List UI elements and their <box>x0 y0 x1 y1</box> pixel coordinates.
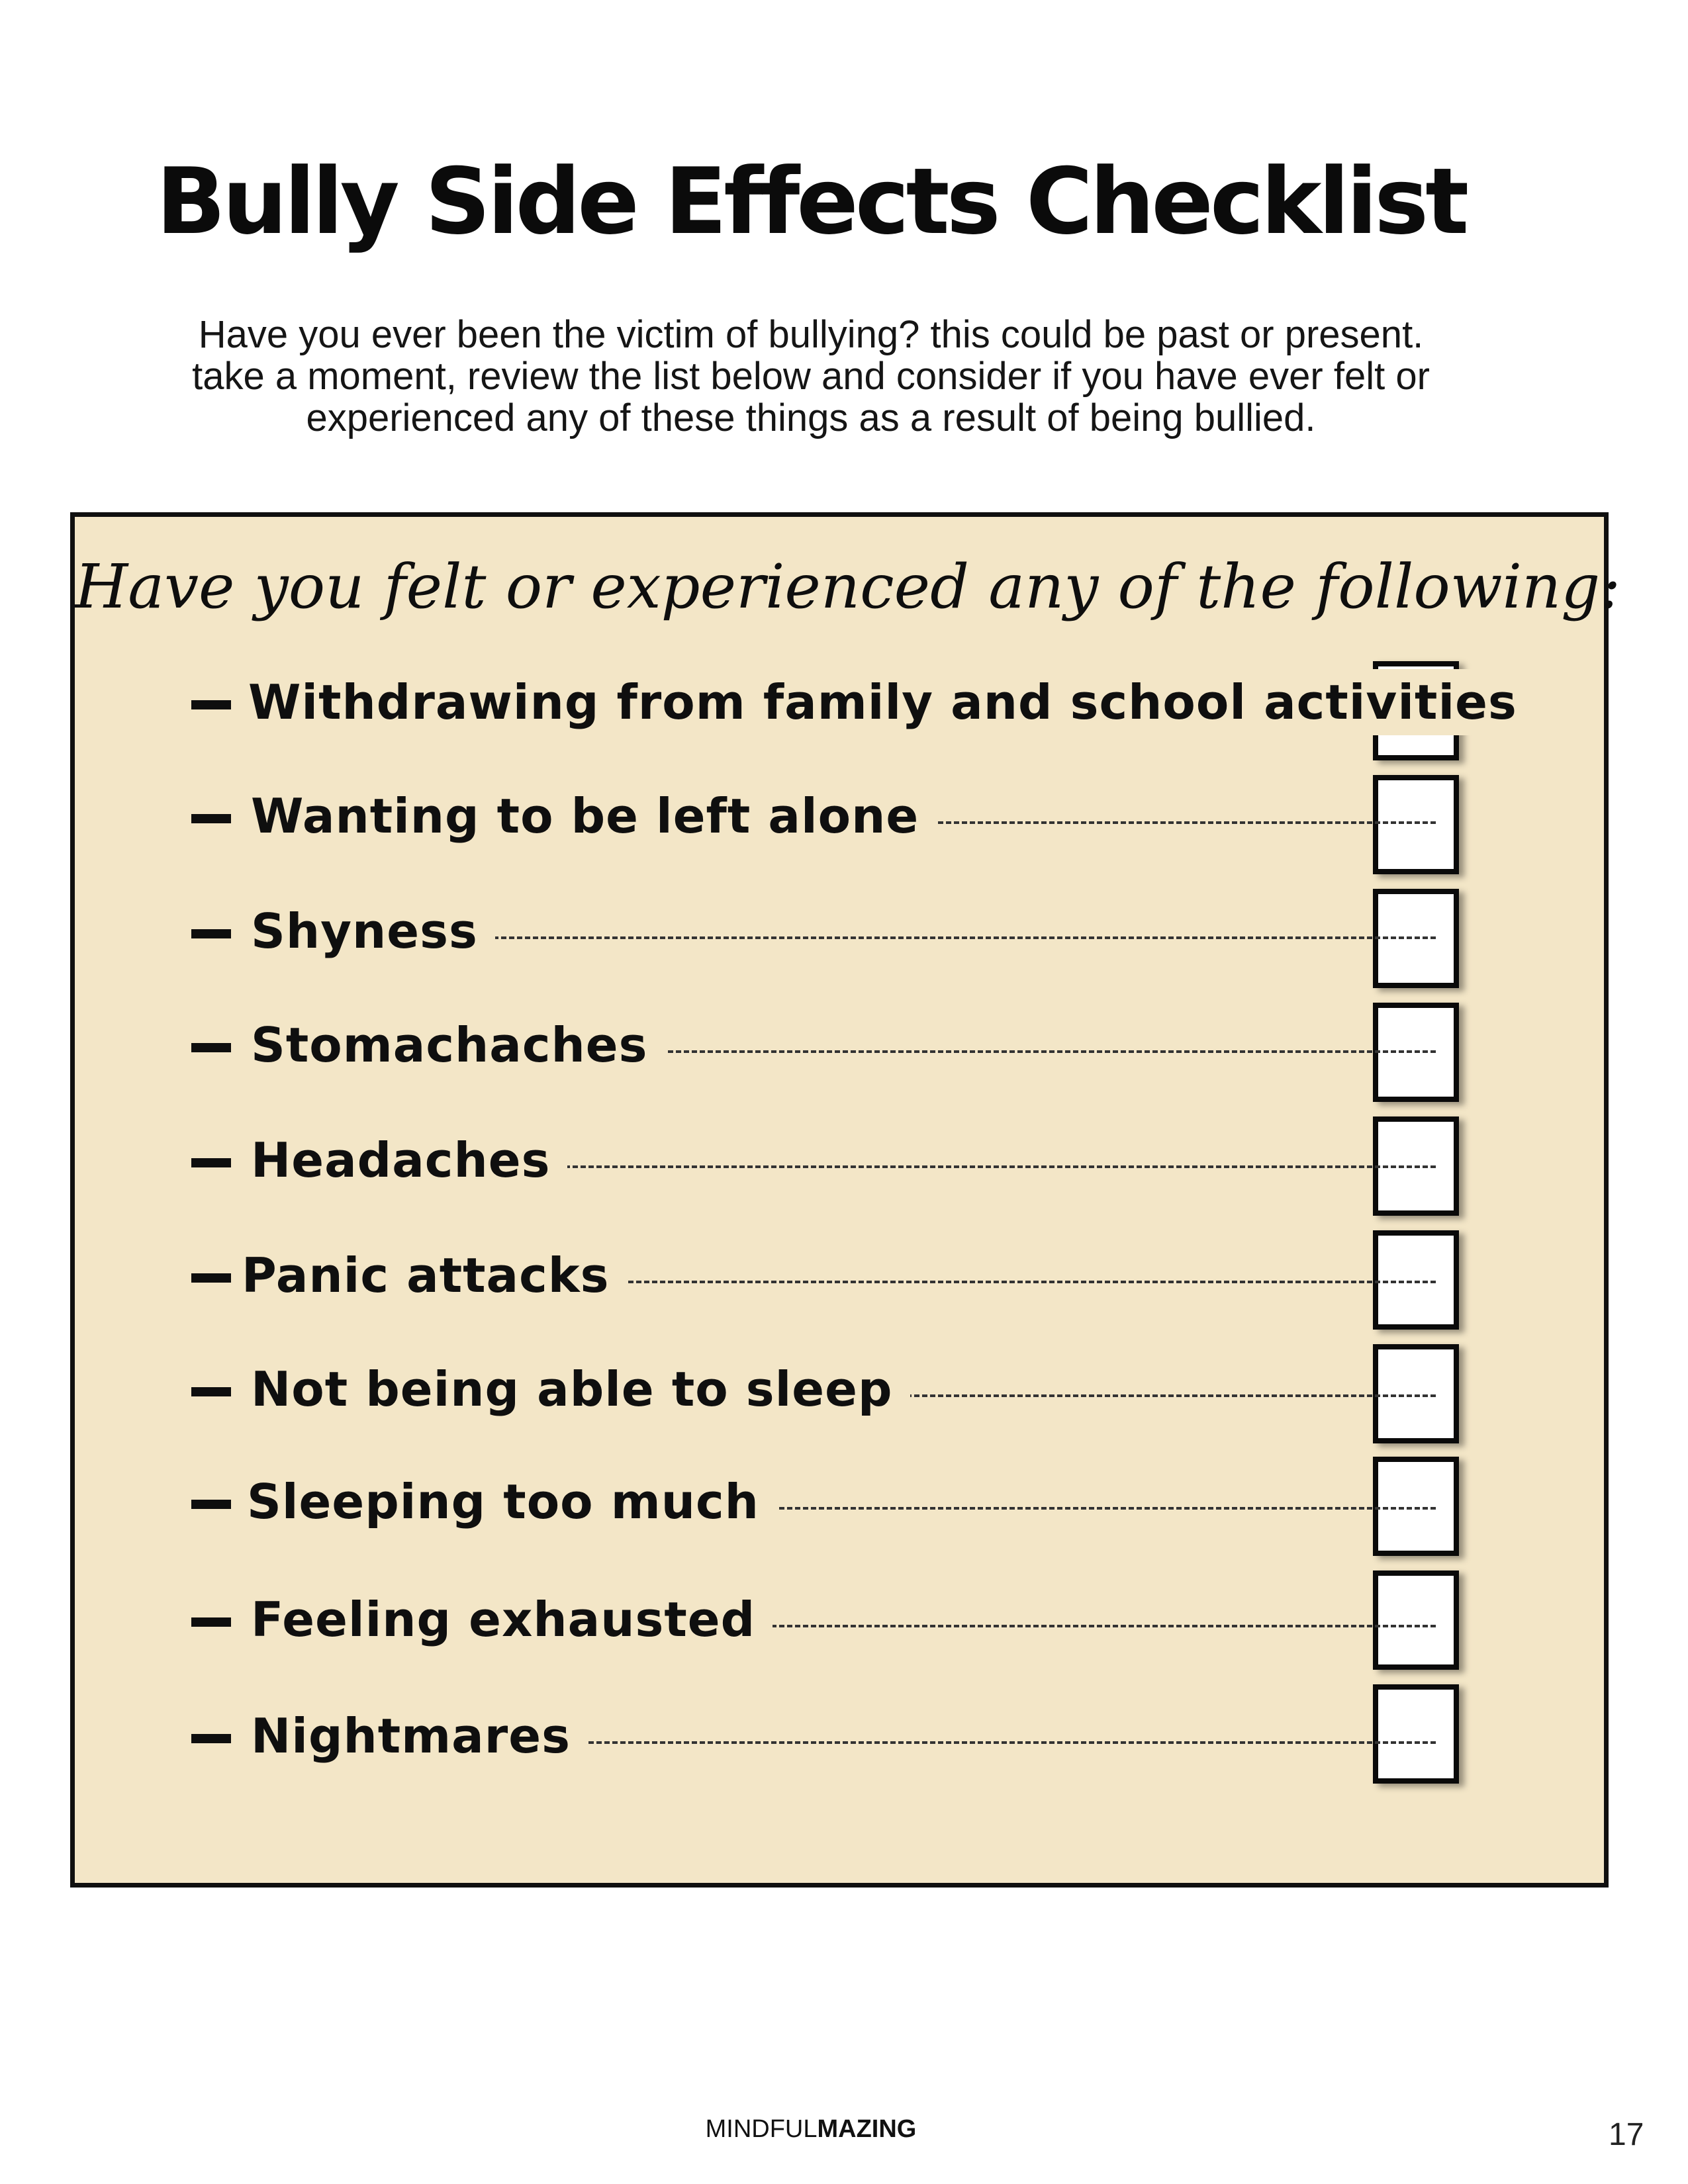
item-label: Feeling exhausted <box>251 1586 773 1653</box>
item-checkbox[interactable] <box>1373 775 1459 874</box>
item-checkbox[interactable] <box>1373 1230 1459 1330</box>
checklist-item <box>191 1696 1436 1776</box>
checklist-item <box>191 1462 1436 1541</box>
item-label: Withdrawing from family and school activities <box>248 669 1534 735</box>
item-checkbox[interactable] <box>1373 1570 1459 1670</box>
checklist-item <box>191 1349 1436 1429</box>
bullet-dash <box>191 1273 231 1283</box>
intro-text <box>66 314 1556 439</box>
intro-line: take a moment, review the list below and consider if you have ever felt or <box>192 355 1430 398</box>
bullet-dash <box>191 1500 231 1509</box>
item-label: Nightmares <box>251 1703 588 1769</box>
bullet-dash <box>191 1734 231 1743</box>
item-checkbox[interactable] <box>1373 1344 1459 1443</box>
bullet-dash <box>191 929 231 938</box>
item-label: Wanting to be left alone <box>251 783 936 849</box>
item-label: Stomachaches <box>251 1012 665 1078</box>
checklist-panel <box>70 512 1621 1888</box>
page-title: Bully Side Effects Checklist <box>156 148 1466 255</box>
bullet-dash <box>191 1617 231 1627</box>
checklist-item <box>191 1580 1436 1659</box>
intro-line: experienced any of these things as a result of being bullied. <box>306 396 1316 439</box>
bullet-dash <box>191 814 231 823</box>
item-label: Sleeping too much <box>247 1469 776 1535</box>
item-label: Headaches <box>251 1127 567 1193</box>
brand-logo <box>0 2115 1622 2144</box>
checklist-item <box>191 891 1436 971</box>
item-label: Shyness <box>251 898 495 964</box>
bullet-dash <box>191 1387 231 1396</box>
checklist-item <box>191 662 1517 742</box>
bullet-dash <box>191 1158 231 1167</box>
brand-regular: MINDFUL <box>705 2115 818 2143</box>
item-checkbox[interactable] <box>1373 1684 1459 1784</box>
brand-bold: MAZING <box>817 2115 917 2143</box>
item-label: Panic attacks <box>242 1242 627 1308</box>
bullet-dash <box>191 1043 231 1052</box>
checklist-heading: Have you felt or experienced any of the following: <box>75 551 1621 622</box>
intro-line: Have you ever been the victim of bullying? this could be past or present. <box>198 313 1424 356</box>
item-checkbox[interactable] <box>1373 1457 1459 1556</box>
bullet-dash <box>191 700 231 709</box>
checklist-item <box>191 1236 1436 1315</box>
checklist-item <box>191 1005 1436 1085</box>
item-label: Not being able to sleep <box>251 1356 910 1422</box>
dotted-leader <box>390 936 1436 939</box>
checklist-item <box>191 1120 1436 1200</box>
checklist-item <box>191 776 1436 856</box>
page-number: 17 <box>1609 2117 1644 2152</box>
